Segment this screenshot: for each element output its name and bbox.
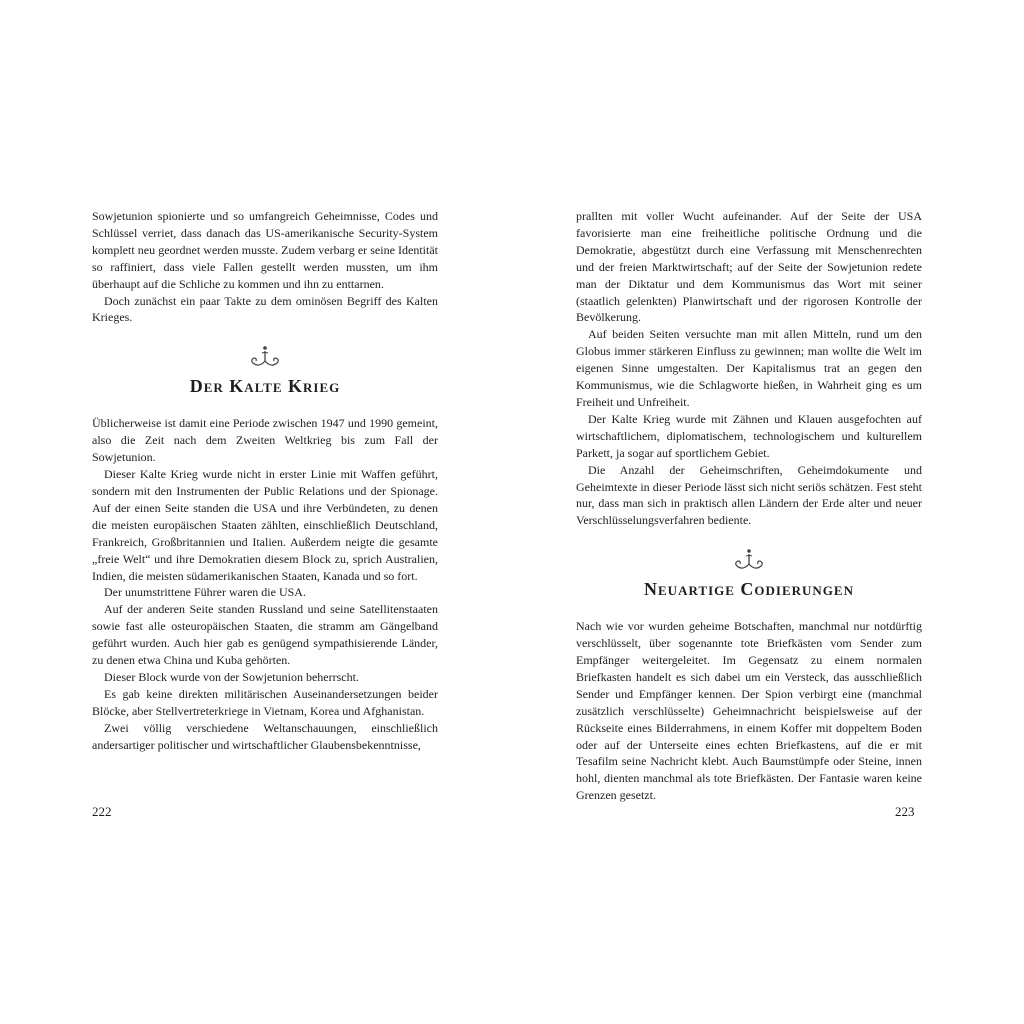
paragraph: Dieser Block wurde von der Sowjetunion beherrscht. [104, 669, 359, 684]
right-page [576, 208, 922, 804]
paragraph: Zwei völlig verschiedene Weltanschauungen, einschließlich andersartiger politischer und wirtschaftlicher Glaubensbekenntnisse, [92, 720, 438, 752]
paragraph: Auf der anderen Seite standen Russland und seine Satellitenstaaten sowie fast alle osteuropäischen Staaten, die stramm am Gängelband geführt wurden. Auch hier gab es genügend sympathisierende Länder, zu denen etwa China und Kuba gehörten. [92, 602, 438, 668]
paragraph: Es gab keine direkten militärischen Auseinandersetzungen beider Blöcke, aber Stellvertreterkriege in Vietnam, Korea und Afghanistan. [92, 686, 438, 718]
page-number: 222 [92, 804, 112, 819]
paragraph: Der Kalte Krieg wurde mit Zähnen und Klauen ausgefochten auf wirtschaftlichem, diplomatischem, technologischem und kulturellem Parkett, ja sogar auf sportlichem Gebiet. [576, 411, 922, 460]
paragraph: prallten mit voller Wucht aufeinander. Auf der Seite der USA favorisierte man eine freiheitliche politische Ordnung und die Demokratie, abgestützt durch eine Verfassung mit Menschenrechten und der freien Marktwirtschaft; auf der Seite der Sowjetunion redete man der Diktatur und dem Kommunismus das Wort mit seiner (staatlich gelenkten) Planwirtschaft und der rigorosen Kontrolle der Bevölkerung. [576, 209, 922, 325]
section-heading: Der Kalte Krieg [189, 376, 341, 397]
paragraph: Dieser Kalte Krieg wurde nicht in erster Linie mit Waffen geführt, sondern mit den Instrumenten der Public Relations und der Spionage. Auf der einen Seite standen die USA und ihre Verbündeten, zu denen die meisten europäischen Staaten zählten, einschließlich Deutschland, Frankreich, Großbritannien und Italien. Außerdem neigte die gesamte „freie Welt“ und ihre Demokratien diesem Block zu, sprich Australien, Indien, die meisten südamerikanischen Staaten, Kanada und so fort. [92, 467, 438, 583]
section-heading: Neuartige Codierungen [644, 579, 854, 600]
paragraph: Nach wie vor wurden geheime Botschaften, manchmal nur notdürftig verschlüsselt, über sogenannte tote Briefkästen vom Sender zum Empfänger weitergeleitet. Im Gegensatz zu einem normalen Briefkasten handelt es sich dabei um ein Versteck, das ausschließlich Sender und Empfänger kennen. Der Spion verbirgt eine (manchmal zusätzlich verschlüsselte) Geheimnachricht beispielsweise auf der Rückseite eines Bilderrahmens, in einem Koffer mit doppeltem Boden oder auf der Unterseite eines echten Briefkastens, auf die er mit Tesafilm seine Nachricht klebt. Auch Baumstümpfe oder Steine, innen hohl, dienten manchmal als tote Briefkästen. Der Fantasie waren keine Grenzen gesetzt. [576, 619, 922, 803]
section-ornament [576, 547, 922, 575]
paragraph: Üblicherweise ist damit eine Periode zwischen 1947 und 1990 gemeint, also die Zeit nach dem Zweiten Weltkrieg bis zum Fall der Sowjetunion. [92, 416, 438, 465]
section-ornament [92, 344, 438, 372]
paragraph: Doch zunächst ein paar Takte zu dem ominösen Begriff des Kalten Krieges. [92, 293, 438, 325]
page-number: 223 [895, 804, 915, 819]
paragraph: Auf beiden Seiten versuchte man mit allen Mitteln, rund um den Globus immer stärkeren Einfluss zu gewinnen; man wollte die Welt im eigenen Sinne umgestalten. Der Kapitalismus trat an gegen den Kommunismus, wie die Schlagworte hießen, in Wahrheit ging es um Freiheit und Unfreiheit. [576, 327, 922, 409]
fleuron-ornament-icon [729, 547, 769, 575]
paragraph: Der unumstrittene Führer waren die USA. [104, 585, 306, 600]
fleuron-ornament-icon [245, 344, 285, 372]
paragraph: Die Anzahl der Geheimschriften, Geheimdokumente und Geheimtexte in dieser Periode lässt sich nicht seriös schätzen. Fest steht nur, dass man sich in praktisch allen Ländern der Erde alter und neuer Verschlüsselungsverfahren bediente. [576, 462, 922, 528]
left-page [92, 208, 438, 753]
paragraph: Sowjetunion spionierte und so umfangreich Geheimnisse, Codes und Schlüssel verriet, dass danach das US-amerikanische Security-System komplett neu geordnet werden musste. Zudem verbarg er seine Identität so raffiniert, dass viele Fallen gestellt werden mussten, um ihm überhaupt auf die Schliche zu kommen und ihn zu enttarnen. [92, 209, 438, 291]
